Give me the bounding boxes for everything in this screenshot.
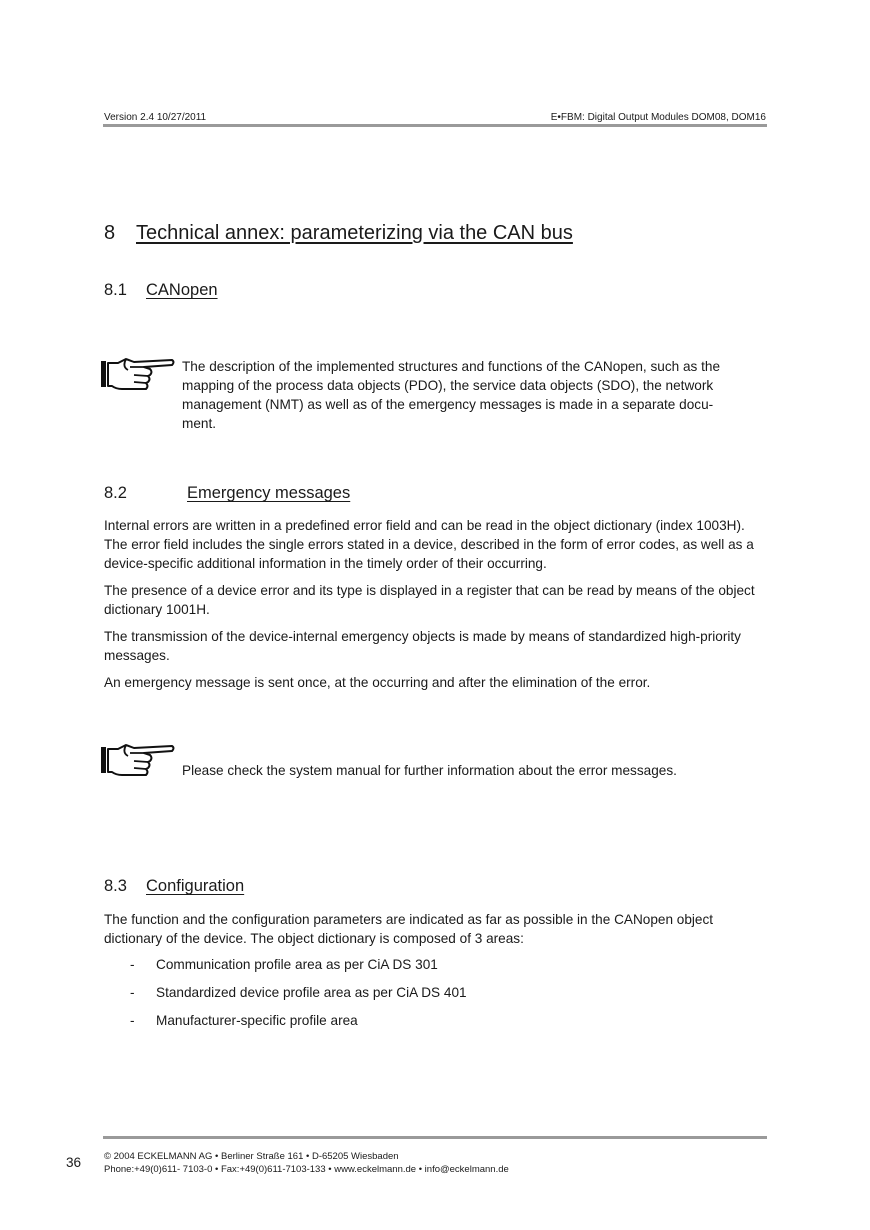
area-list — [104, 957, 768, 1041]
section-8-1-note — [182, 357, 768, 433]
list-item-text: Standardized device profile area as per CiA DS 401 — [156, 985, 467, 1000]
paragraph: Internal errors are written in a predefined error field and can be read in the object dictionary (index 1003H). The error field includes the single errors stated in a device, described in the form of error codes, as well as a device-specific additional information in the timely order of their occurring. — [104, 518, 754, 571]
section-8-2-title: Emergency messages — [187, 484, 351, 502]
section-8-number: 8 — [104, 222, 116, 244]
list-dash: - — [130, 1013, 135, 1028]
list-item — [104, 957, 768, 985]
section-8-3-heading — [104, 877, 244, 896]
footer-address: © 2004 ECKELMANN AG • Berliner Straße 161 • D-65205 Wiesbaden — [104, 1151, 399, 1162]
paragraph: The function and the configuration parameters are indicated as far as possible in the CANopen object dictionary of the device. The object dictionary is composed of 3 areas: — [104, 912, 714, 946]
footer-contact: Phone:+49(0)611- 7103-0 • Fax:+49(0)611-7103-133 • www.eckelmann.de • info@eckelmann.de — [104, 1164, 509, 1175]
note-line: management (NMT) as well as of the emergency messages is made in a separate docu- — [182, 397, 714, 412]
note-line: ment. — [182, 416, 216, 431]
list-item — [104, 985, 768, 1013]
section-8-2-body — [104, 516, 768, 700]
section-8-heading — [104, 222, 573, 245]
paragraph: An emergency message is sent once, at the occurring and after the elimination of the error. — [104, 675, 651, 690]
list-dash: - — [130, 957, 135, 972]
header-doc-title: E•FBM: Digital Output Modules DOM08, DOM16 — [550, 112, 766, 123]
section-8-3-number: 8.3 — [104, 877, 127, 895]
section-8-title: Technical annex: parameterizing via the CAN bus — [136, 222, 573, 244]
note-line: The description of the implemented structures and functions of the CANopen, such as the — [182, 359, 721, 374]
section-8-1-title: CANopen — [146, 281, 218, 299]
pointing-hand-icon — [100, 740, 176, 780]
paragraph: The presence of a device error and its type is displayed in a register that can be read by means of the object dictionary 1001H. — [104, 583, 755, 617]
list-item — [104, 1013, 768, 1041]
section-8-1-heading — [104, 281, 218, 300]
section-8-3-title: Configuration — [146, 877, 245, 895]
section-8-2-note: Please check the system manual for further information about the error messages. — [182, 763, 677, 778]
header-rule — [103, 124, 767, 127]
page-number: 36 — [66, 1155, 82, 1170]
note-line: mapping of the process data objects (PDO), the service data objects (SDO), the network — [182, 378, 714, 393]
paragraph: The transmission of the device-internal emergency objects is made by means of standardized high-priority messages. — [104, 629, 741, 663]
section-8-1-number: 8.1 — [104, 281, 127, 299]
pointing-hand-icon — [100, 354, 176, 394]
list-item-text: Manufacturer-specific profile area — [156, 1013, 358, 1028]
section-8-2-heading — [104, 484, 350, 503]
list-dash: - — [130, 985, 135, 1000]
header-version: Version 2.4 10/27/2011 — [104, 112, 207, 123]
section-8-2-number: 8.2 — [104, 484, 127, 502]
section-8-3-body — [104, 910, 768, 956]
list-item-text: Communication profile area as per CiA DS 301 — [156, 957, 438, 972]
footer-rule — [103, 1136, 767, 1139]
